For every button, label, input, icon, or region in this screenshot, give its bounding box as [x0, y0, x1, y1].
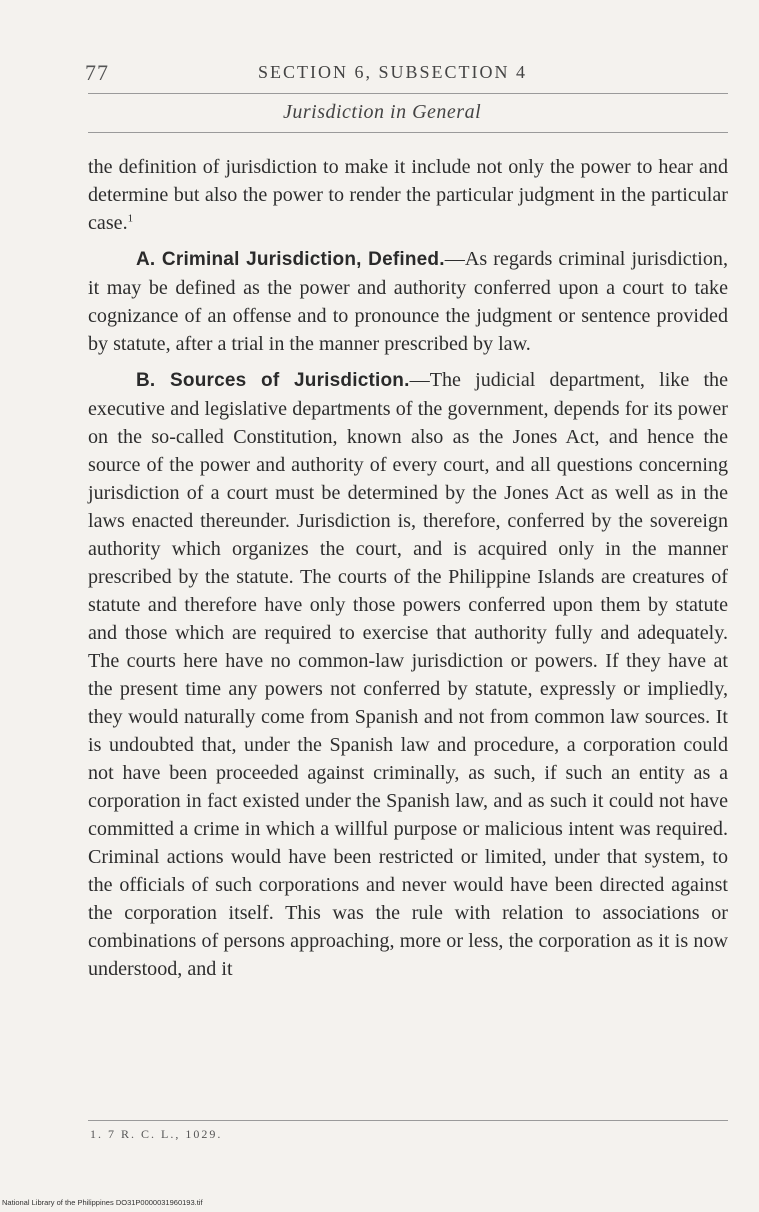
subsection-heading-a: A. Criminal Jurisdiction, Defined.	[136, 249, 445, 270]
page-number: 77	[85, 60, 109, 85]
footnote: 1. 7 R. C. L., 1029.	[90, 1127, 223, 1141]
running-subtitle: Jurisdiction in General	[283, 101, 482, 123]
subsection-heading-b: B. Sources of Jurisdiction.	[136, 370, 410, 391]
footnote-ref: 1	[127, 212, 134, 225]
section-heading: SECTION 6, SUBSECTION 4	[258, 62, 528, 82]
paragraph-criminal-jurisdiction	[88, 245, 728, 358]
paragraph-a-text: —As regards criminal jurisdiction, it may be defined as the power and authority conferred upon a court to take cognizance of an offense and to pronounce the judgment or sentence provided by statute, after a trial in the manner prescribed by law.	[88, 248, 728, 355]
intro-text: the definition of jurisdiction to make it include not only the power to hear and determine but also the power to render the particular judgment in the particular case.	[88, 156, 728, 234]
header-rule-top	[88, 93, 728, 94]
intro-paragraph	[88, 153, 728, 237]
paragraph-b-text: —The judicial department, like the executive and legislative departments of the government, depends for its power on the so-called Constitution, known also as the Jones Act, and hence the source of the power and authority of every court, and all questions concerning jurisdiction of a court must be determined by the Jones Act as well as in the laws enacted thereunder. Jurisdiction is, therefore, conferred by the sovereign authority which organizes the court, and is acquired only in the manner prescribed by the statute. The courts of the Philippine Islands are creatures of statute and therefore have only those powers conferred upon them by statute and those which are required to exercise that authority fully and adequately. The courts here have no common-law jurisdiction or powers. If they have at the present time any powers not conferred by statute, expressly or impliedly, they would naturally come from Spanish and not from common law sources. It is undoubted that, under the Spanish law and procedure, a corporation could not have been proceeded against criminally, as such, if such an entity as a corporation in fact existed under the Spanish law, and as such it could not have committed a crime in which a willful purpose or malicious intent was required. Criminal actions would have been restricted or limited, under that system, to the officials of such corporations and never would have been directed against the corporation itself. This was the rule with relation to associations or combinations of persons approaching, more or less, the corporation as it is now understood, and it	[88, 369, 728, 980]
footnote-rule	[88, 1120, 728, 1121]
body-text	[88, 153, 728, 983]
header-rule-bottom	[88, 132, 728, 133]
paragraph-sources-of-jurisdiction	[88, 366, 728, 983]
scan-credit: National Library of the Philippines DO31P0000031960193.tif	[2, 1198, 203, 1207]
